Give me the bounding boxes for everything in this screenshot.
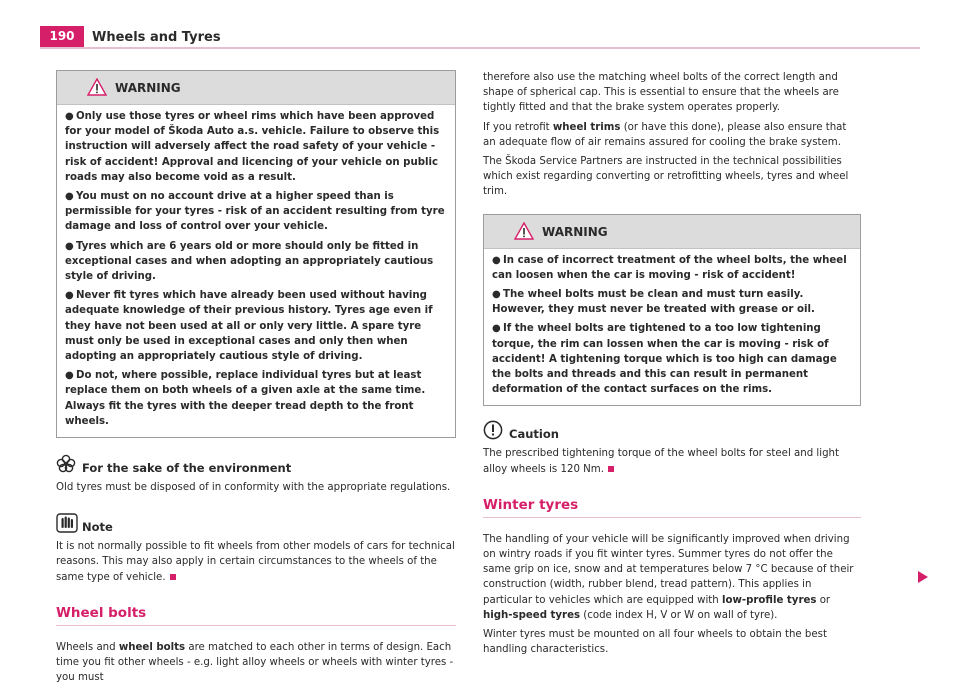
caution-title: Caution — [509, 427, 559, 442]
wheel-bolts-text: Wheels and wheel bolts are matched to each other in terms of design. Each time you fit other wheels - e.g. light alloy wheels or wheels with winter tyres - you must — [56, 641, 454, 684]
warning-triangle-icon — [87, 78, 107, 96]
section-title-wheel-bolts: Wheel bolts — [56, 605, 456, 626]
right-paragraph-3: The Škoda Service Partners are instructed in the technical possibilities which exist regarding converting or retrofitting wheels, tyres and wheel trim. — [483, 156, 849, 198]
section-title-winter-tyres: Winter tyres — [483, 497, 861, 518]
bullet-icon: ● — [65, 191, 74, 203]
bullet-icon: ● — [492, 323, 501, 335]
right-paragraph-2: If you retrofit wheel trims (or have this done), please also ensure that an adequate flow of air remains assured for cooling the brake system. — [483, 121, 847, 148]
warning-item: ● The wheel bolts must be clean and must turn easily. However, they must never be treated with grease or oil. — [492, 289, 815, 316]
warning-title: WARNING — [542, 224, 608, 239]
warning-item: ● If the wheel bolts are tightened to a too low tightening torque, the rim can lossen when the car is moving - risk of accident! A tightening torque which is too high can damage the bolts and threads and this can result in permanent deformation of the contact surfaces on the rims. — [492, 323, 837, 396]
end-of-section-icon — [170, 574, 176, 580]
warning-triangle-icon — [514, 222, 534, 240]
bullet-icon: ● — [492, 289, 501, 301]
winter-paragraph-2: Winter tyres must be mounted on all four wheels to obtain the best handling characteristics. — [483, 629, 827, 656]
warning-title: WARNING — [115, 81, 181, 95]
bullet-icon: ● — [65, 370, 74, 382]
warning-box — [483, 214, 861, 407]
environment-text: Old tyres must be disposed of in conformity with the appropriate regulations. — [56, 482, 451, 494]
right-paragraph-1: therefore also use the matching wheel bolts of the correct length and shape of spherical cap. This is essential to ensure that the wheels are tightly fitted and that the brake system operates properly. — [483, 72, 839, 114]
next-page-arrow-icon[interactable] — [916, 570, 930, 584]
caution-heading — [483, 420, 861, 442]
caution-text: The prescribed tightening torque of the wheel bolts for steel and light alloy wheels is 120 Nm. — [483, 448, 839, 475]
bullet-icon: ● — [65, 240, 74, 252]
note-heading — [56, 513, 456, 535]
bullet-icon: ● — [65, 290, 74, 302]
warning-item: ● Never fit tyres which have already been used without having adequate knowledge of their previous history. Tyres age even if they have not been used at all or only very little. A spare tyre must only be used in exceptional cases and only then when adopting an appropriately cautious style of driving. — [65, 290, 433, 363]
note-title: Note — [82, 520, 113, 535]
warning-item: ● Do not, where possible, replace individual tyres but at least replace them on both wheels of a given axle at the same time. Always fit the tyres with the deeper tread depth to the front wheels. — [65, 370, 426, 427]
warning-item: ● You must on no account drive at a higher speed than is permissible for your tyres - risk of an accident resulting from tyre damage and loss of control over your vehicle. — [65, 191, 445, 233]
environment-heading — [56, 454, 456, 476]
warning-box-header — [484, 215, 860, 249]
environment-title: For the sake of the environment — [82, 461, 292, 476]
right-column — [483, 70, 861, 657]
caution-exclamation-icon — [483, 420, 503, 440]
warning-item: ● In case of incorrect treatment of the wheel bolts, the wheel can loosen when the car is moving - risk of accident! — [492, 254, 847, 281]
page-title: Wheels and Tyres — [92, 30, 221, 45]
end-of-section-icon — [608, 466, 614, 472]
page-number: 190 — [40, 26, 84, 47]
winter-paragraph-1: The handling of your vehicle will be significantly improved when driving on wintry roads if you fit winter tyres. Summer tyres do not offer the same grip on ice, snow and at temperatures below 7 °C because of their construction (width, rubber blend, tread pattern). This applies in particular to vehicles which are equipped with low-profile tyres or high-speed tyres (code index H, V or W on wall of tyre). — [483, 533, 854, 621]
left-column — [56, 70, 456, 685]
header-rule — [40, 47, 920, 49]
warning-item: ● Only use those tyres or wheel rims which have been approved for your model of Škoda Auto a.s. vehicle. Failure to observe this instruction will adversely affect the road safety of your vehicle - risk of accident! Approval and licencing of your vehicle on public roads may also become void as a result. — [65, 111, 440, 183]
bullet-icon: ● — [492, 254, 501, 266]
environment-flower-icon — [56, 454, 76, 474]
note-hand-icon — [56, 513, 78, 533]
warning-box — [56, 70, 456, 438]
warning-item: ● Tyres which are 6 years old or more should only be fitted in exceptional cases and when adopting an appropriately cautious style of driving. — [65, 240, 434, 283]
note-text: It is not normally possible to fit wheels from other models of cars for technical reasons. This may also apply in certain circumstances to the wheels of the same type of vehicle. — [56, 541, 455, 583]
bullet-icon: ● — [65, 111, 74, 122]
warning-box-header — [57, 71, 455, 105]
